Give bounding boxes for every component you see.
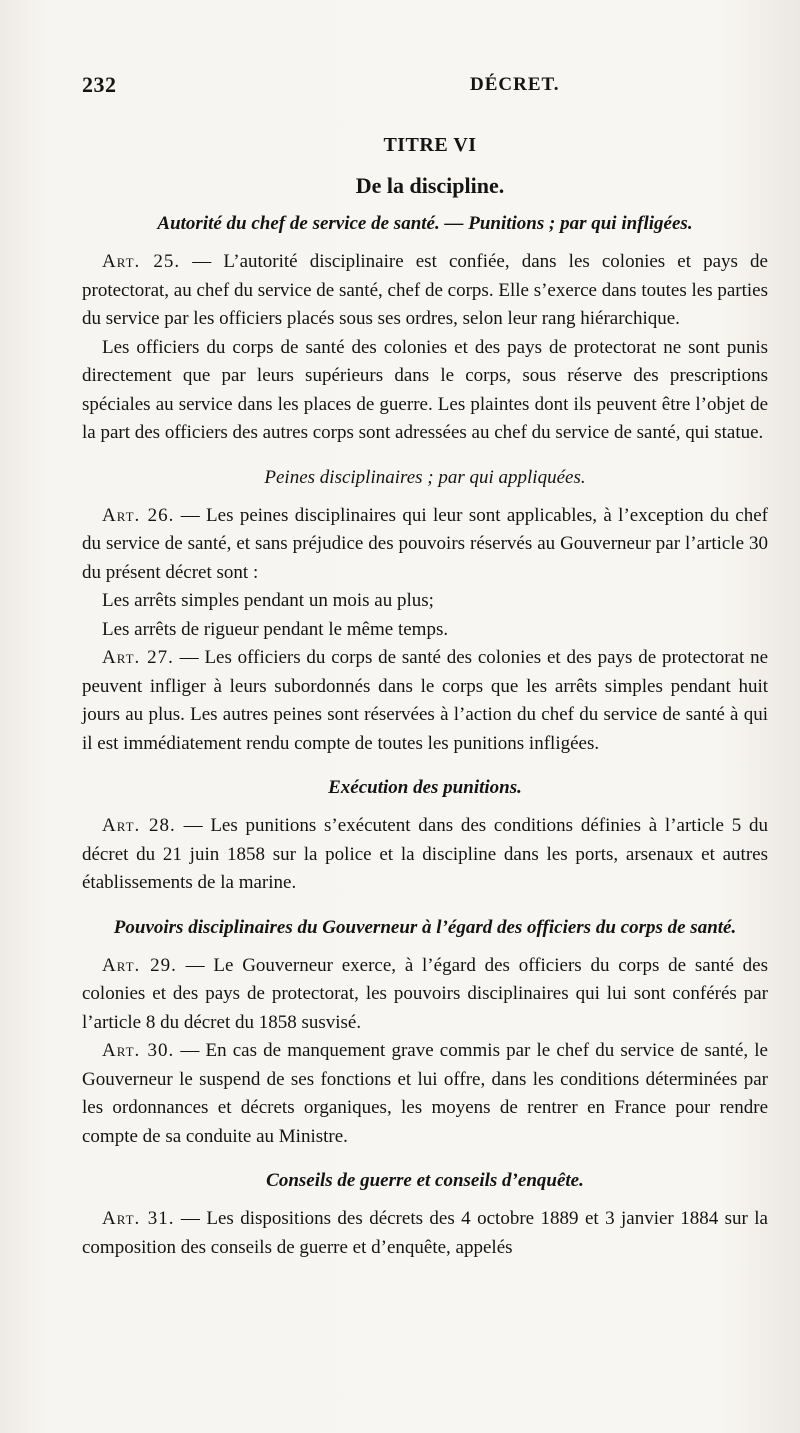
article-text: — Les punitions s’exécutent dans des conditions définies à l’article 5 du décret du 21 juin 1858 sur la police et la discipline dans les ports, arsenaux et autres établissements de la marine.: [82, 815, 768, 893]
article-label: Art. 26.: [102, 504, 175, 526]
subhead-peines: Peines disciplinaires ; par qui appliquées.: [264, 466, 586, 488]
page-number: 232: [82, 72, 117, 97]
article-30: [82, 1037, 768, 1151]
titre-heading: TITRE VI: [383, 134, 477, 156]
article-25: [82, 248, 768, 334]
subhead-execution: Exécution des punitions.: [328, 777, 522, 798]
subhead-conseils: Conseils de guerre et conseils d’enquête.: [266, 1170, 584, 1191]
article-26: [82, 502, 768, 588]
article-text: — Les dispositions des décrets des 4 octobre 1889 et 3 janvier 1884 sur la composition des conseils de guerre et d’enquête, appelés: [82, 1208, 768, 1258]
page-body: [82, 128, 768, 1262]
article-29: [82, 952, 768, 1038]
article-25-paragraph-2: Les officiers du corps de santé des colonies et des pays de protectorat ne sont punis directement que par leurs supérieurs dans le corps, sous réserve des prescriptions spéciales au service dans les places de guerre. Les plaintes dont ils peuvent être l’objet de la part des officiers des autres corps sont adressées au chef du service de santé, qui statue.: [82, 336, 768, 443]
article-label: Art. 28.: [102, 815, 176, 836]
article-label: Art. 25.: [102, 251, 181, 272]
article-text: — L’autorité disciplinaire est confiée, dans les colonies et pays de protectorat, au chef du service de santé, chef de corps. Elle s’exerce dans toutes les parties du service par les officiers placés sous ses ordres, selon leur rang hiérarchique.: [82, 251, 768, 329]
article-label: Art. 27.: [102, 647, 174, 668]
article-31: [82, 1205, 768, 1262]
article-28: [82, 812, 768, 898]
article-label: Art. 30.: [102, 1040, 175, 1061]
article-text: — En cas de manquement grave commis par le chef du service de santé, le Gouverneur le suspend de ses fonctions et lui offre, dans les conditions déterminées par les ordonnances et décrets organiques, les moyens de rentrer en France pour rendre compte de sa conduite au Ministre.: [82, 1040, 768, 1147]
article-text: — Le Gouverneur exerce, à l’égard des officiers du corps de santé des colonies et des pays de protectorat, les pouvoirs disciplinaires qui lui sont conférés par l’article 8 du décret du 1858 susvisé.: [82, 954, 769, 1033]
article-text: — Les peines disciplinaires qui leur sont applicables, à l’exception du chef du service de santé, et sans préjudice des pouvoirs réservés au Gouverneur par l’article 30 du présent décret sont :: [82, 504, 768, 583]
section-title: De la discipline.: [355, 173, 505, 198]
article-26-item-2: Les arrêts de rigueur pendant le même temps.: [102, 618, 449, 640]
subhead-pouvoirs: Pouvoirs disciplinaires du Gouverneur à l’égard des officiers du corps de santé.: [113, 916, 737, 938]
article-label: Art. 31.: [102, 1208, 175, 1229]
subhead-autorite: Autorité du chef de service de santé. — Punitions ; par qui infligées.: [157, 213, 693, 234]
running-head: DÉCRET.: [470, 74, 560, 95]
page-header: [82, 72, 782, 102]
article-label: Art. 29.: [102, 954, 177, 976]
article-text: — Les officiers du corps de santé des colonies et des pays de protectorat ne peuvent infliger à leurs subordonnés dans le corps que les arrêts simples pendant huit jours au plus. Les autres peines sont réservées à l’action du chef du service de santé à qui il est immédiatement rendu compte de toutes les punitions infligées.: [82, 647, 768, 754]
article-27: [82, 644, 768, 758]
article-26-item-1: Les arrêts simples pendant un mois au plus;: [102, 590, 434, 611]
